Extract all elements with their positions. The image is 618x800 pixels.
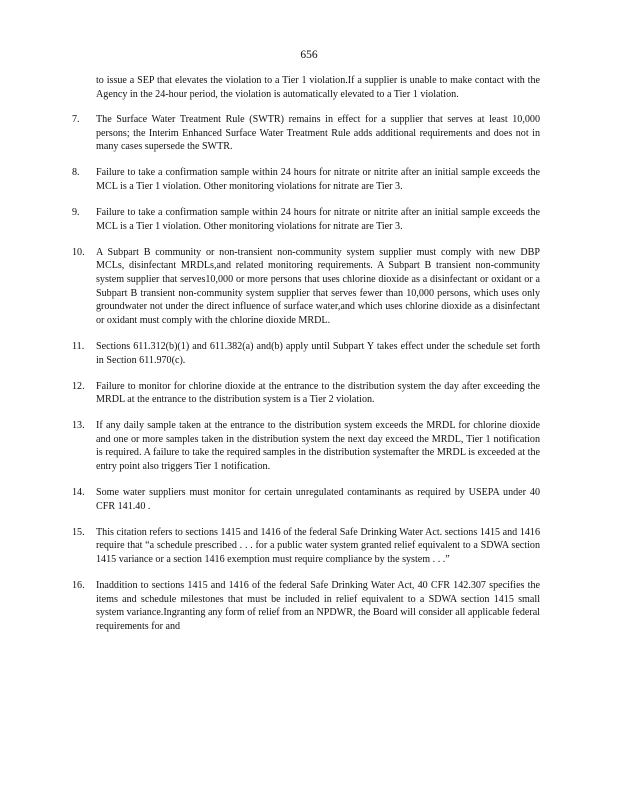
note-text: The Surface Water Treatment Rule (SWTR) remains in effect for a supplier that serves at least 10,000 persons; the Interim Enhanced Surface Water Treatment Rule adds additional requirements and does not in many cases supersede the SWTR. [96, 114, 540, 153]
note-15 [72, 526, 540, 567]
note-number: 13. [72, 420, 85, 432]
intro-paragraph: to issue a SEP that elevates the violation to a Tier 1 violation.If a supplier is unable to make contact with the Agency in the 24-hour period, the violation is automatically elevated to a Tier 1 violation. [96, 75, 540, 100]
page-number: 656 [300, 49, 318, 61]
note-13 [72, 419, 540, 473]
note-number: 14. [72, 487, 85, 499]
note-number: 11. [72, 340, 85, 352]
note-11 [72, 340, 540, 367]
note-number: 8. [72, 167, 80, 179]
note-text: Failure to monitor for chlorine dioxide at the entrance to the distribution system the day after exceeding the MRDL at the entrance to the distribution system is a Tier 2 violation. [96, 380, 540, 406]
note-number: 12. [72, 380, 85, 392]
note-number: 16. [72, 580, 85, 592]
note-number: 9. [72, 207, 80, 219]
note-12 [72, 380, 540, 407]
notes-body [72, 74, 540, 646]
note-text: Some water suppliers must monitor for certain unregulated contaminants as required by USEPA under 40 CFR 141.40 . [96, 487, 540, 512]
note-8 [72, 166, 540, 193]
note-9 [72, 206, 540, 233]
note-text: This citation refers to sections 1415 and 1416 of the federal Safe Drinking Water Act. sections 1415 and 1416 require that “a schedule prescribed . . . for a public water system granted relief equivalent to a SDWA section 1415 variance or a section 1416 exemption must require compliance by the system . . .” [96, 526, 540, 566]
note-number: 15. [72, 526, 85, 538]
note-text: A Subpart B community or non-transient non-community system supplier must comply with new DBP MCLs, disinfectant MRDLs,and related monitoring requirements. A Subpart B transient non-community system supplier that serves10,000 or more persons that uses chlorine dioxide as a disinfectant or oxidant or a Subpart B transient non-community system supplier that serves fewer than 10,000 persons, which uses only groundwater not under the direct influence of surface water,and which uses chlorine dioxide as a disinfectant or oxidant must comply with the chlorine dioxide MRDL. [96, 246, 540, 326]
note-text: Failure to take a confirmation sample within 24 hours for nitrate or nitrite after an initial sample exceeds the MCL is a Tier 1 violation. Other monitoring violations for nitrate are Tier 3. [96, 207, 540, 232]
note-text: Failure to take a confirmation sample within 24 hours for nitrate or nitrite after an initial sample exceeds the MCL is a Tier 1 violation. Other monitoring violations for nitrate are Tier 3. [96, 167, 540, 193]
note-7 [72, 113, 540, 154]
note-10 [72, 246, 540, 328]
note-text: Sections 611.312(b)(1) and 611.382(a) and(b) apply until Subpart Y takes effect under the schedule set forth in Section 611.970(c). [96, 340, 540, 366]
note-number: 7. [72, 114, 80, 126]
note-text: If any daily sample taken at the entrance to the distribution system exceeds the MRDL for chlorine dioxide and one or more samples taken in the distribution system the next day exceed the MRDL, Tier 1 notification is required. A failure to take the required samples in the distribution systemafter the MRDL is exceeded at the entry point also triggers Tier 1 notification. [96, 420, 540, 473]
note-14 [72, 486, 540, 513]
note-16 [72, 579, 540, 633]
note-text: Inaddition to sections 1415 and 1416 of the federal Safe Drinking Water Act, 40 CFR 142.307 specifies the items and schedule milestones that must be included in relief equivalent to a SDWA section 1415 small system variance.Ingranting any form of relief from an NPDWR, the Board will consider all applicable federal requirements for and [96, 580, 540, 632]
note-number: 10. [72, 246, 85, 258]
